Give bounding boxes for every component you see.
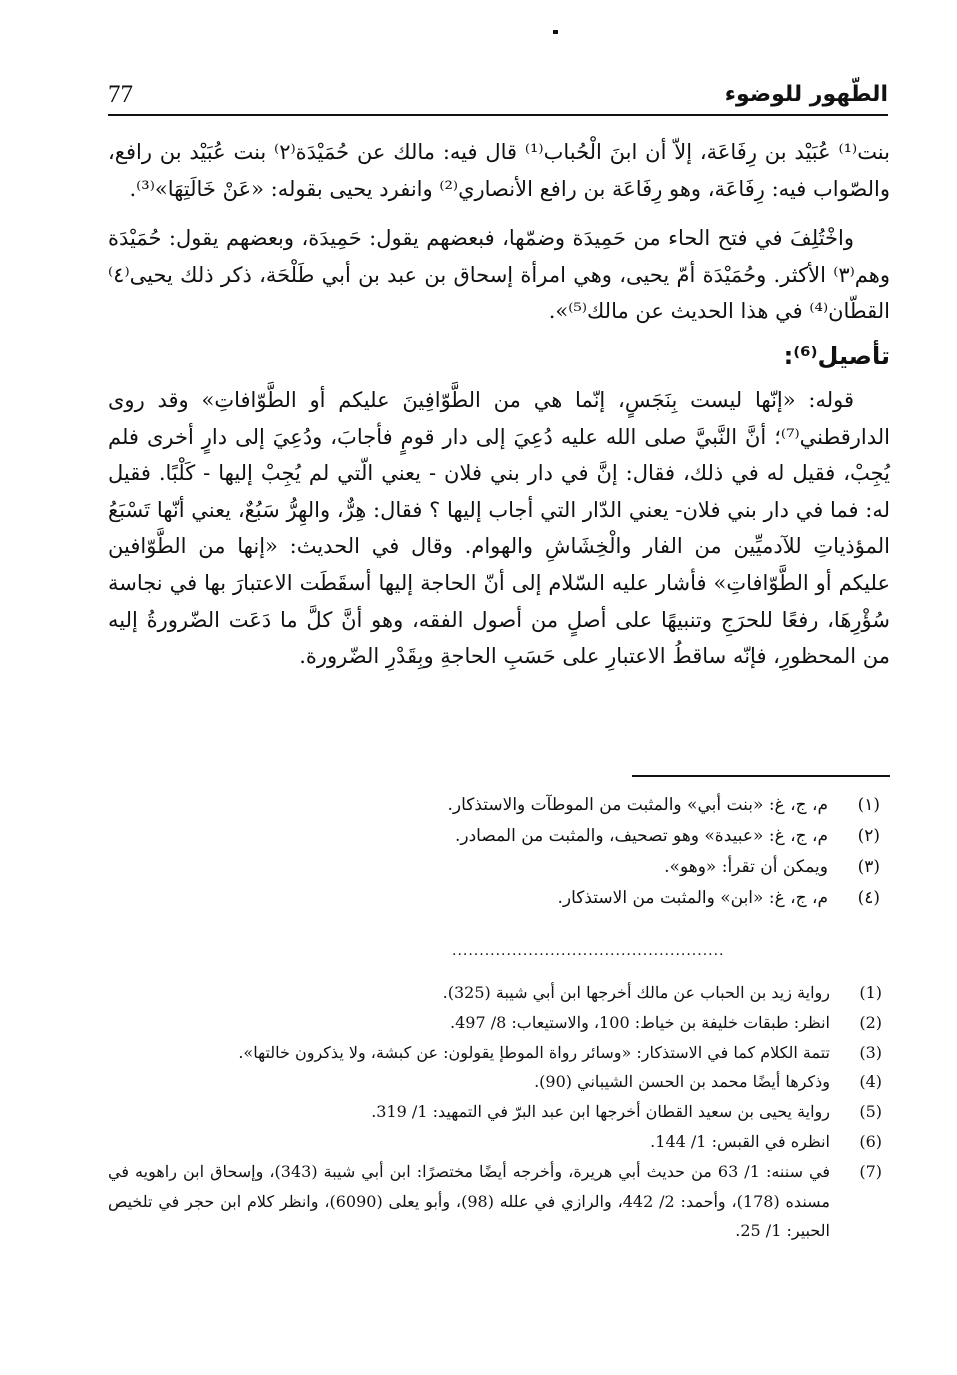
section-heading: تأصيل⁽⁶⁾:	[783, 341, 890, 370]
reference-number: (3)	[859, 1042, 882, 1062]
reference-note	[108, 1067, 888, 1097]
reference-text: انظر: طبقات خليفة بن خياط: 100، والاستيعاب: 8/ 497.	[450, 1012, 830, 1032]
footnote	[108, 852, 888, 883]
reference-number: (6)	[859, 1131, 882, 1151]
ink-mark	[553, 30, 558, 34]
page-number: 77	[108, 81, 133, 108]
reference-note	[108, 1008, 888, 1038]
reference-note	[108, 1097, 888, 1127]
reference-number: (2)	[859, 1012, 882, 1032]
reference-note	[108, 1157, 888, 1246]
footnote-rule	[632, 775, 890, 777]
reference-note	[108, 978, 888, 1008]
page-header	[108, 78, 888, 112]
footnote-number: (٢)	[857, 826, 880, 846]
reference-number: (7)	[859, 1161, 882, 1181]
footnote-text: م، ج، غ: «ابن» والمثبت من الاستذكار.	[557, 888, 828, 908]
footnote-number: (٣)	[857, 857, 880, 877]
footnote-text: ويمكن أن تقرأ: «وهو».	[664, 857, 828, 877]
reference-text: انظره في القبس: 1/ 144.	[650, 1131, 830, 1151]
running-title: الطّهور للوضوء	[724, 82, 888, 107]
reference-text: تتمة الكلام كما في الاستذكار: «وسائر رواة الموطإ يقولون: عن كبشة، ولا يذكرون خالتها».	[238, 1042, 830, 1062]
footnote	[108, 790, 888, 821]
footnote-text: م، ج، غ: «بنت أبي» والمثبت من الموطآت والاستذكار.	[447, 795, 828, 815]
reference-notes	[108, 978, 888, 1246]
editor-notes	[108, 790, 888, 914]
reference-number: (5)	[859, 1102, 882, 1122]
footnote-text: م، ج، غ: «عبيدة» وهو تصحيف، والمثبت من المصادر.	[454, 826, 828, 846]
reference-text: في سننه: 1/ 63 من حديث أبي هريرة، وأخرجه أيضًا مختصرًا: ابن أبي شيبة (343)، وإسحاق ابن راهويه في مسنده (178)، وأحمد: 2/ 442، والرازي في علله (98)، وأبو يعلى (6090)، وانظر كلام ابن حجر في تلخيص الحبير: 1/ 25.	[108, 1161, 831, 1241]
reference-text: رواية يحيى بن سعيد القطان أخرجها ابن عبد البرّ في التمهيد: 1/ 319.	[371, 1102, 830, 1122]
reference-text: رواية زيد بن الحباب عن مالك أخرجها ابن أبي شيبة (325).	[442, 983, 830, 1002]
paragraph: واخْتُلِفَ في فتح الحاء من حَمِيدَة وضمّها، فبعضهم يقول: حَمِيدَة، وبعضهم يقول: حُمَيْدَة وهم⁽٣⁾ الأكثر. وحُمَيْدَة أمّ يحيى، وهي امرأة إسحاق بن عبد بن أبي طَلْحَة، ذكر ذلك يحيى⁽٤⁾ القطّان⁽⁴⁾ في هذا الحديث عن مالك⁽⁵⁾».	[108, 226, 890, 324]
reference-number: (1)	[859, 983, 882, 1002]
reference-note	[108, 1038, 888, 1068]
reference-note	[108, 1127, 888, 1157]
header-rule	[108, 114, 888, 116]
footnote	[108, 883, 888, 914]
footnote	[108, 821, 888, 852]
dotted-divider: ..................................................	[452, 944, 725, 958]
paragraph: قوله: «إنّها ليست بِنَجَسٍ، إنّما هي من الطَّوّافِينَ عليكم أو الطَّوّافاتِ» وقد روى الدارقطني⁽⁷⁾؛ أنَّ النَّبيَّ صلى الله عليه دُعِيَ إلى دار قومٍ فأجابَ، ودُعِيَ إلى دارٍ أخرى فلم يُجِبْ، فقيل له في ذلك، فقال: إنَّ في دار بني فلان - يعني الّتي لم يُجِبْ إليها - كَلْبًا. فقيل له: فما في دار بني فلان- يعني الدّار التي أجاب إليها ؟ فقال: هِرٌّ، والهِرُّ سَبُعٌ، يعني أنّها تَسْبَعُ المؤذياتِ للآدميِّين من الفار والْخِشَاشِ والهوام. وقال في الحديث: «إنها من الطَّوّافين عليكم أو الطَّوّافاتِ» فأشار عليه السّلام إلى أنّ الحاجة إليها أسقَطَت الاعتبارَ بها في نجاسة سُؤْرِهَا، رفعًا للحرَجِ وتنبيهًا على أصلٍ من أصول الفقه، وهو أنَّ كلَّ ما دَعَت الضّرورةُ إليه من المحظورِ، فإنّه ساقطُ الاعتبارِ على حَسَبِ الحاجةِ وبِقَدْرِ الضّرورة.	[108, 387, 890, 669]
paragraph: بنت⁽¹⁾ عُبَيْد بن رِفَاعَة، إلاّ أن ابنَ الْحُباب⁽¹⁾ قال فيه: مالك عن حُمَيْدَة⁽٢⁾ بنت عُبَيْد بن رافع، والصّواب فيه: رِفَاعَة، وهو رِفَاعَة بن رافع الأنصاري⁽²⁾ وانفرد يحيى بقوله: «عَنْ خَالَتِهَا»⁽³⁾.	[108, 140, 890, 201]
reference-number: (4)	[859, 1072, 882, 1092]
footnote-number: (٤)	[857, 888, 880, 908]
footnote-number: (١)	[857, 795, 880, 815]
main-text	[108, 134, 890, 675]
reference-text: وذكرها أيضًا محمد بن الحسن الشيباني (90).	[534, 1072, 830, 1092]
